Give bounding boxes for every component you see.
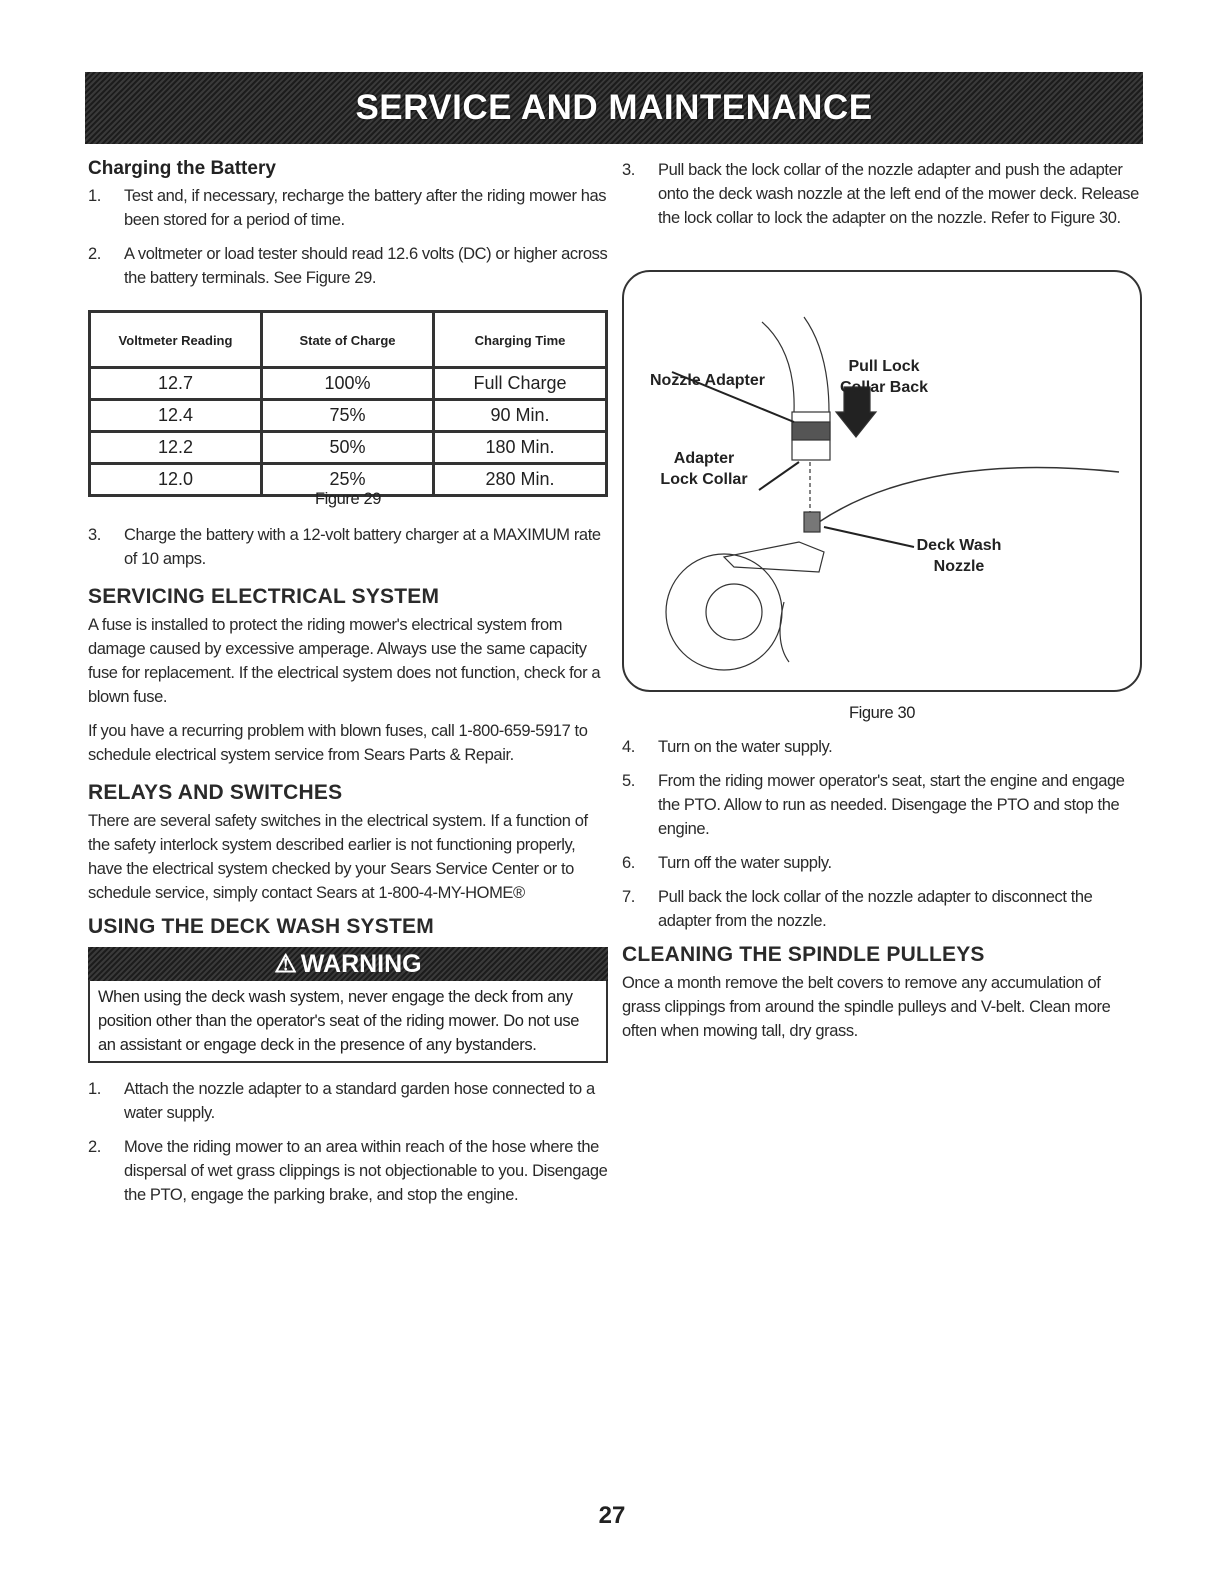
table-cell: 280 Min.: [434, 464, 607, 496]
relays-heading: RELAYS AND SWITCHES: [88, 781, 343, 804]
list-item: [88, 1077, 608, 1125]
item-number: 3.: [88, 526, 101, 544]
cleaning-spindle-heading: CLEANING THE SPINDLE PULLEYS: [622, 943, 985, 966]
section-banner: [85, 72, 1143, 144]
warning-text: When using the deck wash system, never engage the deck from any position other than the operator's seat of the riding mower. Do not use an assistant or engage deck in the presence of any bystanders.: [88, 981, 608, 1063]
table-row: [90, 400, 607, 432]
deck-wash-nozzle-label: Deck Wash Nozzle: [916, 537, 1002, 575]
list-item: [88, 242, 608, 290]
table-cell: 75%: [262, 400, 434, 432]
item-text: Turn on the water supply.: [658, 738, 833, 756]
figure-29-caption: Figure 29: [314, 490, 382, 508]
item-text: Test and, if necessary, recharge the battery after the riding mower has been stored for a period of time.: [124, 187, 607, 229]
servicing-electrical-heading: SERVICING ELECTRICAL SYSTEM: [88, 585, 440, 608]
page-title: SERVICE AND MAINTENANCE: [355, 88, 873, 127]
table-cell: 12.7: [90, 368, 262, 400]
list-item: [88, 1135, 608, 1207]
table-row: [90, 368, 607, 400]
table-cell: Full Charge: [434, 368, 607, 400]
figure-30-caption: Figure 30: [848, 704, 916, 722]
adapter-lock-collar-label: Adapter Lock Collar: [660, 450, 748, 488]
list-item: [622, 769, 1142, 841]
item-text: Pull back the lock collar of the nozzle adapter and push the adapter onto the deck wash nozzle at the left end of the mower deck. Release the lock collar to lock the adapter on the nozzle. Refer to Figure 30.: [658, 161, 1139, 227]
table-cell: 50%: [262, 432, 434, 464]
electrical-paragraph: A fuse is installed to protect the riding mower's electrical system from damage caused by excessive amperage. Always use the same capacity fuse for replacement. If the electrical system does not function, check for a blown fuse.: [88, 616, 601, 706]
deck-wash-heading: USING THE DECK WASH SYSTEM: [88, 915, 434, 938]
item-text: Turn off the water supply.: [658, 854, 832, 872]
list-item: [88, 523, 608, 571]
list-item: [622, 158, 1142, 230]
spindle-paragraph: Once a month remove the belt covers to remove any accumulation of grass clippings from around the spindle pulleys and V-belt. Clean more often when mowing tall, dry grass.: [622, 974, 1111, 1040]
item-text: A voltmeter or load tester should read 12.6 volts (DC) or higher across the battery terminals. See Figure 29.: [124, 245, 608, 287]
table-cell: 12.0: [90, 464, 262, 496]
table-cell: 25%: [262, 464, 434, 496]
warning-triangle-icon: ⚠: [274, 950, 297, 978]
table-row: [90, 432, 607, 464]
item-text: Move the riding mower to an area within reach of the hose where the dispersal of wet grass clippings is not objectionable to you. Disengage the PTO, engage the parking brake, and stop the engine.: [124, 1138, 608, 1204]
item-number: 1.: [88, 1080, 101, 1098]
charging-section: [88, 158, 608, 300]
deck-wash-steps: [622, 735, 1142, 1043]
item-number: 3.: [622, 161, 635, 179]
item-number: 7.: [622, 888, 635, 906]
pull-lock-collar-back-label: Pull Lock Collar Back: [839, 358, 929, 396]
charging-heading: Charging the Battery: [88, 158, 276, 179]
nozzle-adapter-label: Nozzle Adapter: [650, 372, 765, 389]
table-cell: 12.2: [90, 432, 262, 464]
column-header: Voltmeter Reading: [90, 312, 262, 368]
table-cell: 180 Min.: [434, 432, 607, 464]
list-item: [622, 735, 1142, 759]
table-header-row: [90, 312, 607, 368]
item-number: 1.: [88, 187, 101, 205]
column-header: Charging Time: [434, 312, 607, 368]
item-number: 5.: [622, 772, 635, 790]
page-number: 27: [598, 1502, 626, 1529]
item-text: From the riding mower operator's seat, start the engine and engage the PTO. Allow to run as needed. Disengage the PTO and stop the engine.: [658, 772, 1125, 838]
electrical-section: [88, 523, 608, 1217]
list-item: [88, 184, 608, 232]
figure-30-deck-wash-diagram: [622, 270, 1142, 692]
item-number: 6.: [622, 854, 635, 872]
table-cell: 12.4: [90, 400, 262, 432]
table-cell: 90 Min.: [434, 400, 607, 432]
column-header: State of Charge: [262, 312, 434, 368]
list-item: [622, 851, 1142, 875]
item-text: Charge the battery with a 12-volt battery charger at a MAXIMUM rate of 10 amps.: [124, 526, 601, 568]
item-number: 2.: [88, 245, 101, 263]
battery-charge-table: [88, 310, 608, 497]
relays-paragraph: There are several safety switches in the electrical system. If a function of the safety interlock system described earlier is not functioning properly, have the electrical system checked by your Sears Service Center or to schedule service, simply contact Sears at 1-800-4-MY-HOME®: [88, 812, 588, 902]
deck-wash-step-3: [622, 158, 1142, 240]
item-text: Pull back the lock collar of the nozzle adapter to disconnect the adapter from the nozzle.: [658, 888, 1093, 930]
item-number: 4.: [622, 738, 635, 756]
warning-box: [88, 947, 608, 1063]
warning-header: [88, 947, 608, 981]
warning-title: WARNING: [300, 949, 422, 978]
item-text: Attach the nozzle adapter to a standard garden hose connected to a water supply.: [124, 1080, 595, 1122]
list-item: [622, 885, 1142, 933]
item-number: 2.: [88, 1138, 101, 1156]
electrical-paragraph-2: If you have a recurring problem with blown fuses, call 1-800-659-5917 to schedule electrical system service from Sears Parts & Repair.: [88, 722, 588, 764]
table-cell: 100%: [262, 368, 434, 400]
